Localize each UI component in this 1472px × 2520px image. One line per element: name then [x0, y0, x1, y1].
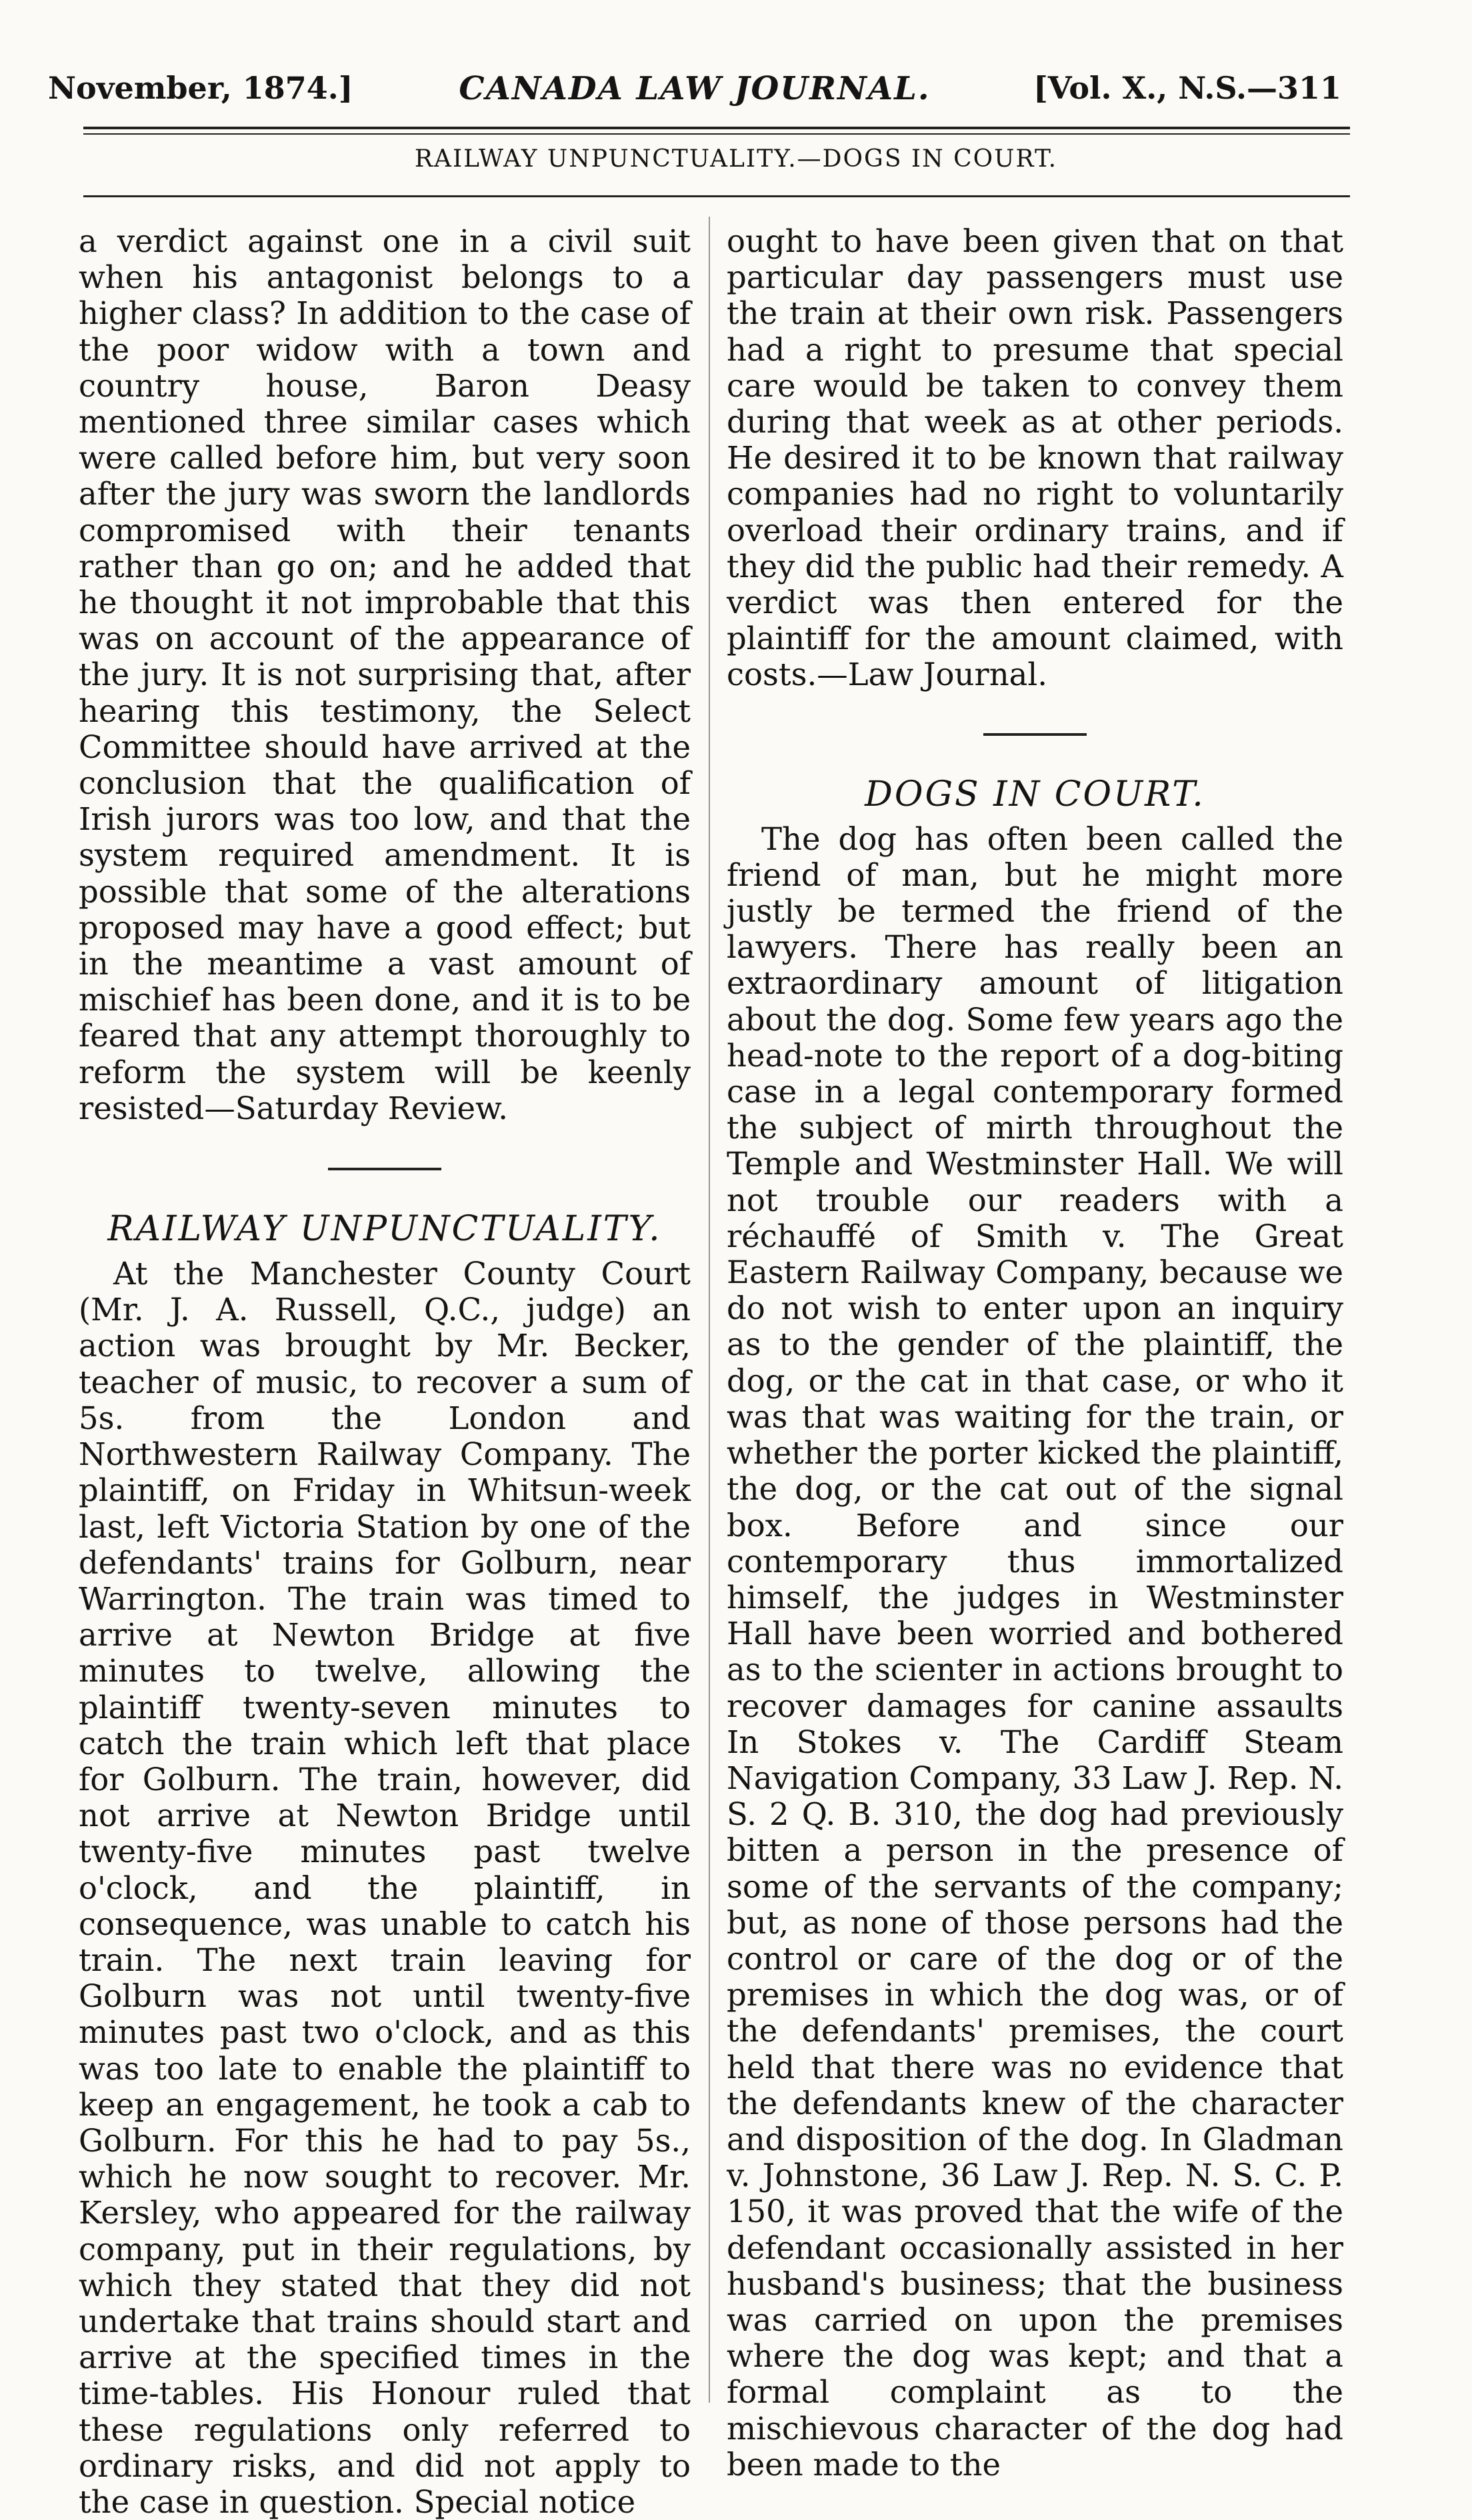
- header-rule-thick: [83, 127, 1350, 129]
- section-title-dogs: DOGS IN COURT.: [865, 774, 1205, 814]
- running-header: [48, 63, 1341, 117]
- right-paragraph-continued: ought to have been given that on that particular day passengers must use the train at their own risk. Passengers had a right to presume that special care would be taken to convey them during that week as at other periods. He desired it to be known that railway companies had no right to voluntarily overload their ordinary trains, and if they did the public had their remedy. A verdict was then entered for the plaintiff for the amount claimed, with costs.—Law Journal.: [727, 223, 1343, 693]
- volume-page: [Vol. X., N.S.—311: [1033, 70, 1341, 106]
- section-title-railway: RAILWAY UNPUNCTUALITY.: [107, 1209, 662, 1250]
- header-rule-thin: [83, 133, 1350, 135]
- section-subheader: RAILWAY UNPUNCTUALITY.—DOGS IN COURT.: [414, 145, 1058, 173]
- column-divider: [709, 217, 710, 2403]
- subheader-rule: [83, 195, 1350, 197]
- right-column: [727, 223, 1343, 2483]
- railway-article-paragraph: At the Manchester County Court (Mr. J. A. Russell, Q.C., judge) an action was brought by Mr. Becker, teacher of music, to recover a sum of 5s. from the London and Northwestern Railway Company. The plaintiff, on Friday in Whitsun-week last, left Victoria Station by one of the defendants' trains for Golburn, near Warrington. The train was timed to arrive at Newton Bridge at five minutes to twelve, allowing the plaintiff twenty-seven minutes to catch the train which left that place for Golburn. The train, however, did not arrive at Newton Bridge until twenty-five minutes past twelve o'clock, and the plaintiff, in consequence, was unable to catch his train. The next train leaving for Golburn was not until twenty-five minutes past two o'clock, and as this was too late to enable the plaintiff to keep an engagement, he took a cab to Golburn. For this he had to pay 5s., which he now sought to recover. Mr. Kersley, who appeared for the railway company, put in their regulations, by which they stated that they did not undertake that trains should start and arrive at the specified times in the time-tables. His Honour ruled that these regulations only referred to ordinary risks, and did not apply to the case in question. Special notice: [79, 1256, 691, 2520]
- section-separator: [328, 1168, 441, 1170]
- left-column: [79, 223, 691, 2520]
- header-date: November, 1874.]: [48, 70, 353, 106]
- journal-title: CANADA LAW JOURNAL.: [459, 70, 931, 107]
- left-paragraph-continued: a verdict against one in a civil suit when his antagonist belongs to a higher class? In addition to the case of the poor widow with a town and country house, Baron Deasy mentioned three similar cases which were called before him, but very soon after the jury was sworn the landlords compromised with their tenants rather than go on; and he added that he thought it not improbable that this was on account of the appearance of the jury. It is not surprising that, after hearing this testimony, the Select Committee should have arrived at the conclusion that the qualification of Irish jurors was too low, and that the system required amendment. It is possible that some of the alterations proposed may have a good effect; but in the meantime a vast amount of mischief has been done, and it is to be feared that any attempt thoroughly to reform the system will be keenly resisted—Saturday Review.: [79, 223, 691, 1126]
- section-separator: [983, 733, 1087, 736]
- dogs-article-paragraph: The dog has often been called the friend of man, but he might more justly be termed the friend of the lawyers. There has really been an extraordinary amount of litigation about the dog. Some few years ago the head-note to the report of a dog-biting case in a legal contemporary formed the subject of mirth throughout the Temple and Westminster Hall. We will not trouble our readers with a réchauffé of Smith v. The Great Eastern Railway Company, because we do not wish to enter upon an inquiry as to the gender of the plaintiff, the dog, or the cat in that case, or who it was that was waiting for the train, or whether the porter kicked the plaintiff, the dog, or the cat out of the signal box. Before and since our contemporary thus immortalized himself, the judges in Westminster Hall have been worried and bothered as to the scienter in actions brought to recover damages for canine assaults In Stokes v. The Cardiff Steam Navigation Company, 33 Law J. Rep. N. S. 2 Q. B. 310, the dog had previously bitten a person in the presence of some of the servants of the company; but, as none of those persons had the control or care of the dog or of the premises in which the dog was, or of the defendants' premises, the court held that there was no evidence that the defendants knew of the character and disposition of the dog. In Gladman v. Johnstone, 36 Law J. Rep. N. S. C. P. 150, it was proved that the wife of the defendant occasionally assisted in her husband's business; that the business was carried on upon the premises where the dog was kept; and that a formal complaint as to the mischievous character of the dog had been made to the: [727, 820, 1343, 2483]
